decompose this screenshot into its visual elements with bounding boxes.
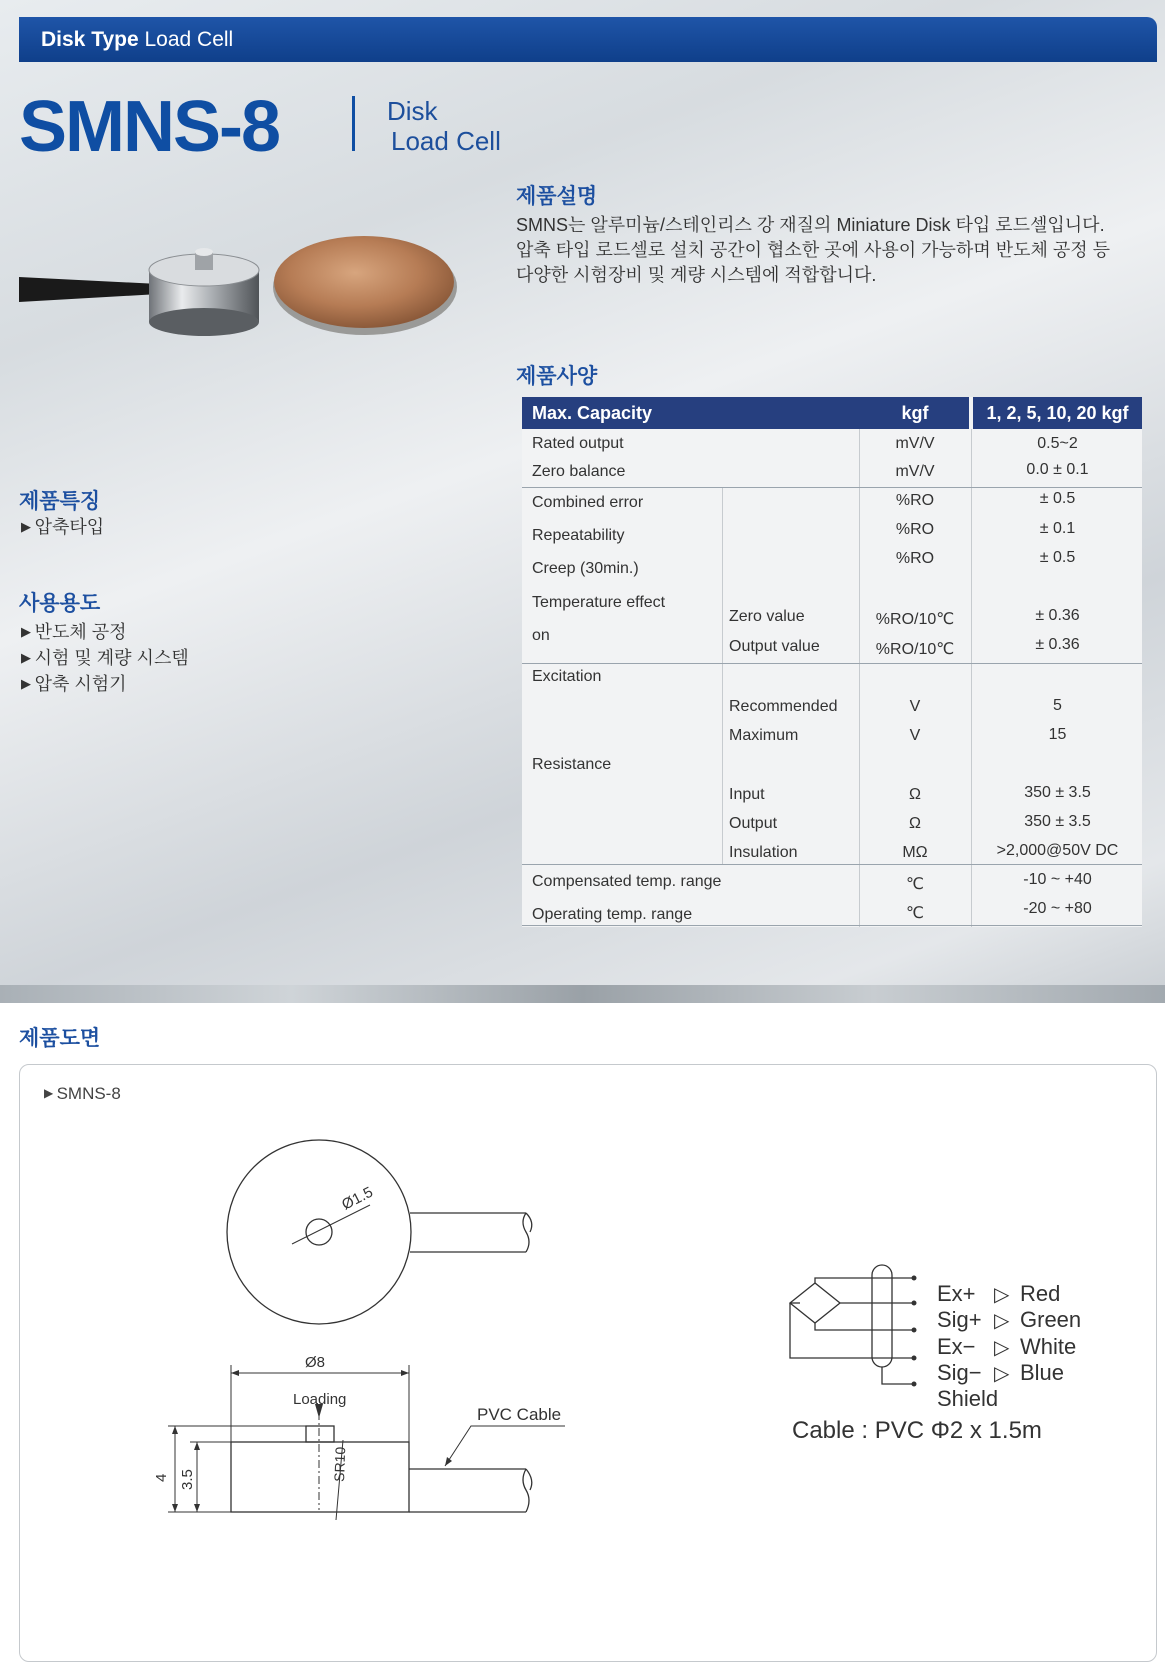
model-subtitle [387, 96, 501, 156]
spec-sublabel: Input [729, 786, 765, 803]
product-photo [19, 232, 464, 342]
wire-color: Blue [1020, 1360, 1065, 1385]
spec-label: Zero balance [532, 463, 626, 480]
spec-label: Operating temp. range [532, 906, 693, 923]
spec-label: Repeatability [532, 527, 625, 544]
description-line: SMNS는 알루미늄/스테인리스 강 재질의 Miniature Disk 타입 로드셀입니다. [516, 215, 1105, 235]
shield-capsule [872, 1265, 892, 1367]
features-title: 제품특징 [19, 490, 101, 513]
drawing-model-label: ▶ SMNS-8 [44, 1084, 121, 1104]
spec-unit: mV/V [895, 435, 935, 452]
spec-table [522, 397, 1142, 927]
wire-color: Red [1020, 1281, 1061, 1306]
spec-value: ± 0.5 [1039, 549, 1076, 566]
metal-band [0, 985, 1165, 1003]
model-title: SMNS-8 [19, 87, 280, 167]
spec-label: on [532, 627, 550, 644]
spec-value: 350 ± 3.5 [1024, 784, 1091, 801]
spec-value: 350 ± 3.5 [1024, 813, 1091, 830]
spec-value: -10 ~ +40 [1023, 871, 1092, 888]
arrow-icon: ▷ [994, 1363, 1010, 1385]
description-line: 다양한 시험장비 및 계량 시스템에 적합합니다. [516, 265, 877, 285]
usage-item: ▶ 시험 및 계량 시스템 [21, 646, 189, 672]
subtitle-line2: Load Cell [391, 126, 501, 156]
spec-value: 0.5~2 [1037, 435, 1078, 452]
spec-unit: ℃ [906, 876, 924, 893]
spec-sublabel: Maximum [729, 727, 799, 744]
height-body-dim: 3.5 [179, 1469, 196, 1490]
spec-label: Rated output [532, 435, 624, 452]
spec-header-value: 1, 2, 5, 10, 20 kgf [973, 397, 1142, 429]
spec-value: >2,000@50V DC [996, 842, 1119, 859]
sphere-dim: SR10 [331, 1446, 349, 1483]
spec-unit: V [909, 698, 921, 715]
spec-unit: Ω [909, 786, 921, 803]
spec-label: Resistance [532, 756, 612, 773]
spec-value: ± 0.36 [1035, 636, 1080, 653]
center-hole [306, 1219, 332, 1245]
spec-unit: mV/V [895, 463, 935, 480]
spec-label: Excitation [532, 668, 602, 685]
spec-unit: ℃ [906, 905, 924, 922]
diameter-dim: Ø8 [305, 1354, 326, 1371]
spec-value: 0.0 ± 0.1 [1026, 461, 1089, 478]
wire-color: Green [1020, 1307, 1082, 1332]
technical-drawing [0, 1064, 1165, 1662]
spec-header-unit: kgf [861, 397, 969, 429]
arrow-icon: ▷ [994, 1284, 1010, 1306]
shield-label: Shield [937, 1386, 999, 1411]
wire-color: White [1020, 1334, 1077, 1359]
spec-sublabel: Output value [729, 638, 820, 655]
category-bold: Disk Type [41, 28, 139, 51]
top-cable [410, 1213, 526, 1252]
features-list [21, 515, 104, 541]
title-divider [352, 96, 355, 151]
spec-label: Compensated temp. range [532, 873, 722, 890]
spec-unit: %RO/10℃ [875, 641, 955, 658]
description-text [516, 213, 1136, 288]
coin-image [274, 236, 454, 328]
spec-unit: %RO/10℃ [875, 611, 955, 628]
spec-value: -20 ~ +80 [1023, 900, 1092, 917]
top-view-circle [227, 1140, 411, 1324]
spec-unit: MΩ [902, 844, 928, 861]
spec-sublabel: Zero value [729, 608, 805, 625]
spec-value: ± 0.36 [1035, 607, 1080, 624]
category-rest: Load Cell [138, 28, 234, 51]
arrow-icon: ▷ [994, 1310, 1010, 1332]
arrow-icon: ▷ [994, 1337, 1010, 1359]
usage-item: ▶ 반도체 공정 [21, 620, 189, 646]
usage-item: ▶ 압축 시험기 [21, 672, 189, 698]
description-line: 압축 타입 로드셀로 설치 공간이 협소한 곳에 사용이 가능하며 반도체 공정 등 [516, 240, 1111, 260]
loading-label: Loading [293, 1391, 347, 1408]
usage-title: 사용용도 [19, 592, 101, 615]
subtitle-line1: Disk [387, 96, 438, 126]
side-cable [409, 1469, 526, 1512]
spec-value: ± 0.1 [1039, 520, 1076, 537]
height-total-dim: 4 [153, 1473, 170, 1482]
spec-value: ± 0.5 [1039, 490, 1076, 507]
hole-dim: Ø1.5 [339, 1183, 376, 1214]
spec-unit: %RO [895, 492, 935, 509]
spec-sublabel: Output [729, 815, 778, 832]
description-title: 제품설명 [516, 185, 598, 208]
spec-sublabel: Recommended [729, 698, 838, 715]
wire-signal: Sig+ [937, 1307, 982, 1332]
spec-sublabel: Insulation [729, 844, 798, 861]
spec-unit: %RO [895, 521, 935, 538]
spec-unit: Ω [909, 815, 921, 832]
pvc-cable-label: PVC Cable [477, 1405, 562, 1424]
side-view-body [231, 1442, 409, 1512]
spec-header-param: Max. Capacity [522, 397, 867, 429]
spec-value: 5 [1053, 697, 1062, 714]
spec-title: 제품사양 [516, 365, 598, 388]
wire-signal: Sig− [937, 1360, 982, 1385]
drawing-title: 제품도면 [19, 1027, 101, 1050]
cable-spec: Cable : PVC Φ2 x 1.5m [792, 1417, 1042, 1444]
category-header [19, 17, 1157, 62]
spec-value: 15 [1048, 726, 1067, 743]
spec-unit: V [909, 727, 921, 744]
features-item: ▶ 압축타입 [21, 515, 104, 541]
usage-list [21, 620, 189, 698]
wire-signal: Ex+ [937, 1281, 976, 1306]
spec-label: Creep (30min.) [532, 560, 639, 577]
wire-signal: Ex− [937, 1334, 976, 1359]
spec-label: Temperature effect [532, 594, 666, 611]
spec-label: Combined error [532, 494, 644, 511]
spec-unit: %RO [895, 550, 935, 567]
cable-image [19, 277, 159, 302]
